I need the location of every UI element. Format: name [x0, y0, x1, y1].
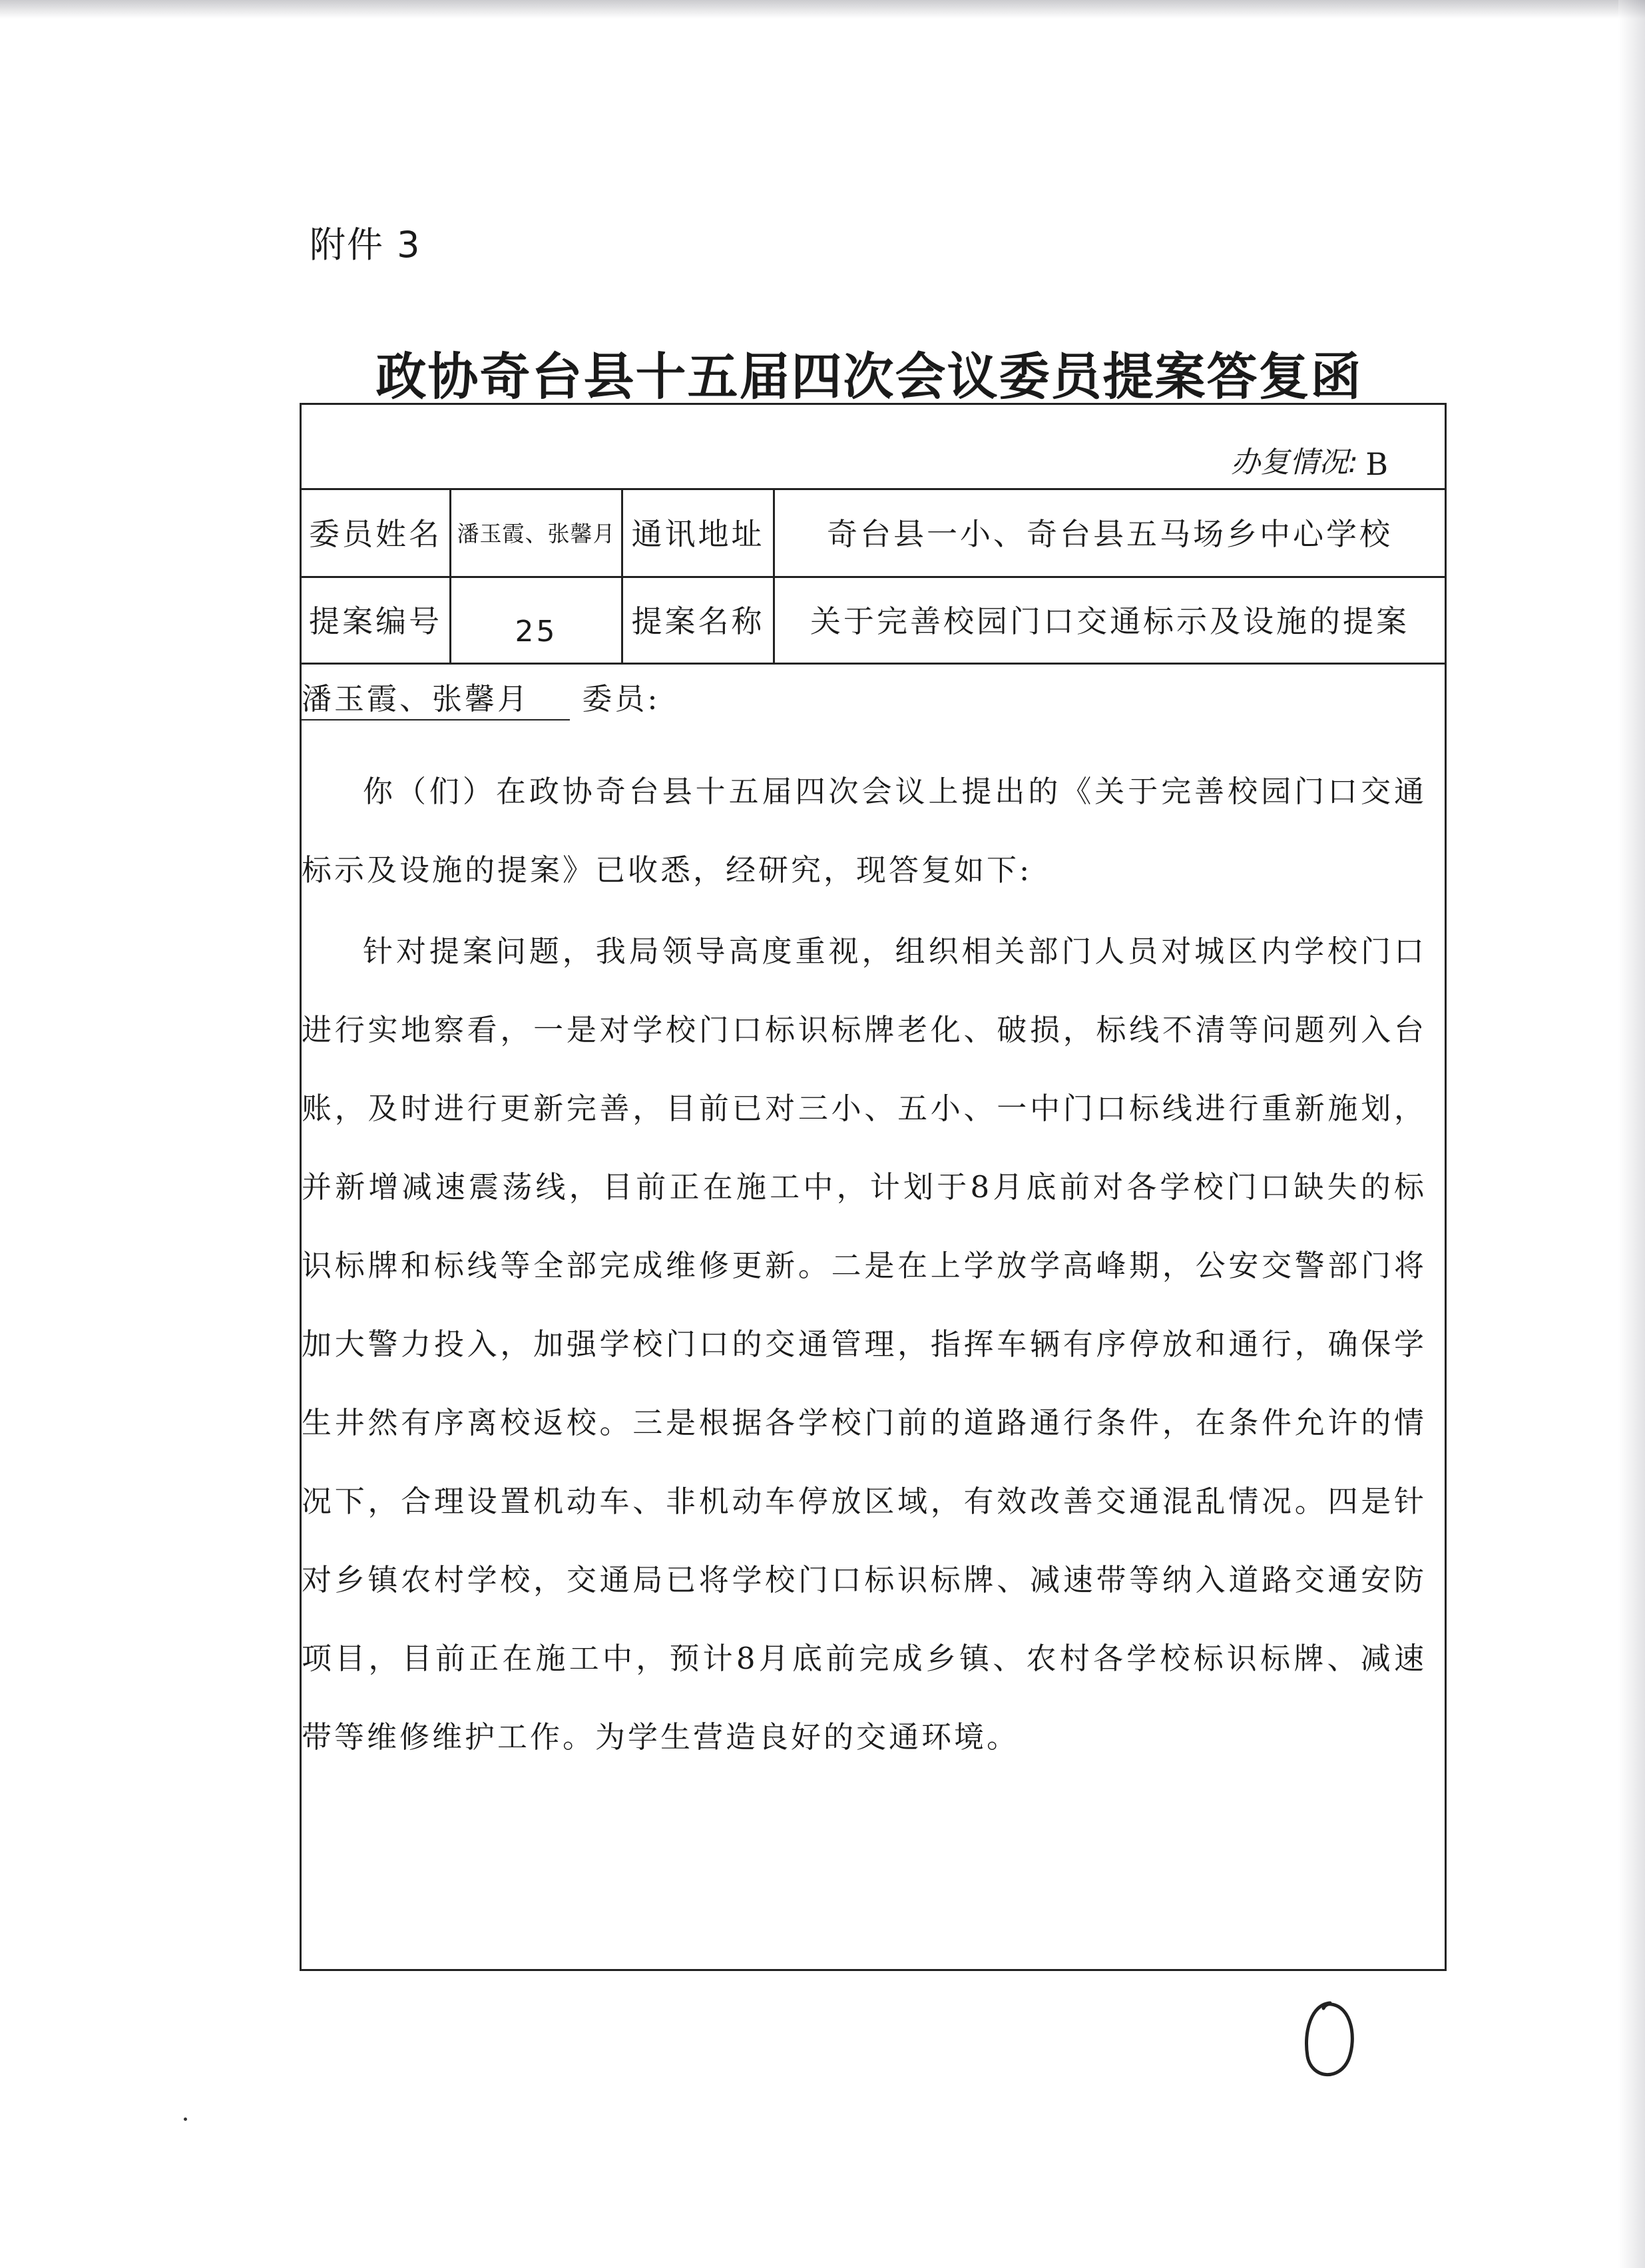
proposal-name-value: 关于完善校园门口交通标示及设施的提案	[810, 603, 1409, 639]
scan-speck	[184, 2118, 187, 2121]
document-title: 政协奇台县十五届四次会议委员提案答复函	[375, 347, 1363, 406]
letter-paragraph-1: 你（们）在政协奇台县十五届四次会议上提出的《关于完善校园门口交通标示及设施的提案》已收悉，经研究，现答复如下:	[302, 774, 1427, 888]
proposal-number-value: 25	[451, 576, 623, 663]
status-value: B	[1365, 446, 1388, 482]
member-name-label: 委员姓名	[302, 488, 451, 576]
handwritten-page-number	[1298, 1998, 1358, 2084]
scan-shadow-top	[0, 0, 1645, 19]
attachment-label: 附件 3	[310, 224, 421, 266]
proposal-name-label: 提案名称	[623, 576, 775, 663]
letter-paragraph-2: 针对提案问题，我局领导高度重视，组织相关部门人员对城区内学校门口进行实地察看，一是对学校门口标识标牌老化、破损，标线不清等问题列入台账，及时进行更新完善，目前已对三小、五小、一中门口标线进行重新施划，并新增减速震荡线，目前正在施工中，计划于8月底前对各学校门口缺失的标识标牌和标线等全部完成维修更新。二是在上学放学高峰期，公安交警部门将加大警力投入，加强学校门口的交通管理，指挥车辆有序停放和通行，确保学生井然有序离校返校。三是根据各学校门前的道路通行条件，在条件允许的情况下，合理设置机动车、非机动车停放区域，有效改善交通混乱情况。四是针对乡镇农村学校，交通局已将学校门口标识标牌、减速带等纳入道路交通安防项目，目前正在施工中，预计8月底前完成乡镇、农村各学校标识标牌、减速带等维修维护工作。为学生营造良好的交通环境。	[302, 934, 1427, 1755]
status-row	[302, 405, 1445, 490]
proposal-info-row	[302, 576, 1445, 665]
address-label: 通讯地址	[623, 488, 775, 576]
member-name-value: 潘玉霞、张馨月	[451, 488, 623, 576]
salutation	[302, 679, 660, 720]
reply-form	[300, 403, 1447, 1971]
proposal-number-label: 提案编号	[302, 576, 451, 663]
status-label: 办复情况:	[1231, 445, 1358, 479]
member-info-row	[302, 488, 1445, 578]
salutation-suffix: 委员:	[582, 681, 660, 716]
address-value: 奇台县一小、奇台县五马场乡中心学校	[827, 516, 1393, 552]
salutation-names: 潘玉霞、张馨月	[302, 679, 570, 720]
